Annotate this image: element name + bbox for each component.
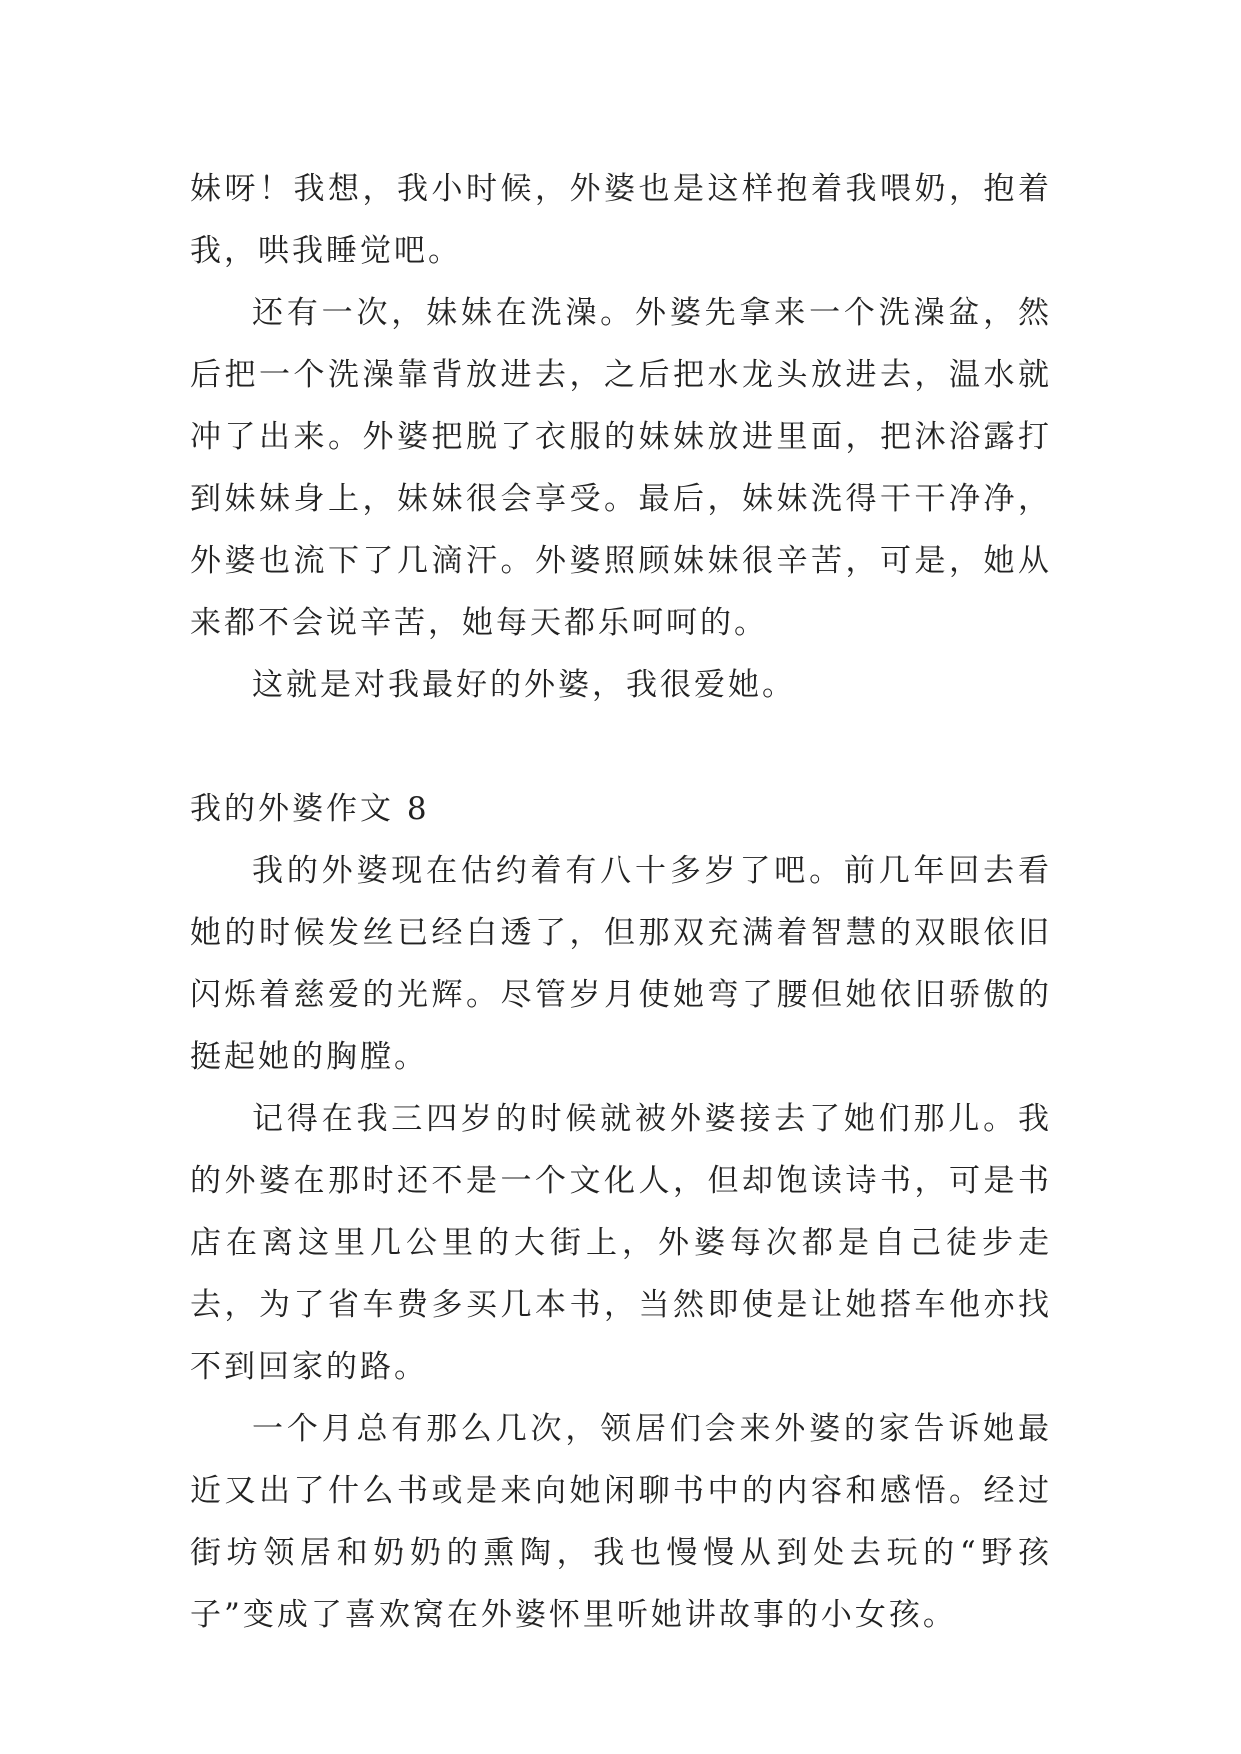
paragraph: 还有一次，妹妹在洗澡。外婆先拿来一个洗澡盆，然后把一个洗澡靠背放进去，之后把水龙头放进去，温水就冲了出来。外婆把脱了衣服的妹妹放进里面，把沐浴露打到妹妹身上，妹妹很会享受。最后，妹妹洗得干干净净，外婆也流下了几滴汗。外婆照顾妹妹很辛苦，可是，她从来都不会说辛苦，她每天都乐呵呵的。	[190, 295, 1052, 641]
essay-heading: 我的外婆作文 8	[190, 791, 430, 827]
paragraph: 妹呀！我想，我小时候，外婆也是这样抱着我喂奶，抱着我，哄我睡觉吧。	[190, 171, 1052, 269]
paragraph: 我的外婆现在估约着有八十多岁了吧。前几年回去看她的时候发丝已经白透了，但那双充满着智慧的双眼依旧闪烁着慈爱的光辉。尽管岁月使她弯了腰但她依旧骄傲的挺起她的胸膛。	[190, 853, 1052, 1075]
paragraph: 一个月总有那么几次，领居们会来外婆的家告诉她最近又出了什么书或是来向她闲聊书中的内容和感悟。经过街坊领居和奶奶的熏陶，我也慢慢从到处去玩的“野孩子”变成了喜欢窝在外婆怀里听她讲故事的小女孩。	[190, 1411, 1052, 1633]
essay-body	[190, 158, 1052, 1646]
paragraph: 这就是对我最好的外婆，我很爱她。	[252, 667, 796, 703]
paragraph: 记得在我三四岁的时候就被外婆接去了她们那儿。我的外婆在那时还不是一个文化人，但却饱读诗书，可是书店在离这里几公里的大街上，外婆每次都是自己徒步走去，为了省车费多买几本书，当然即使是让她搭车他亦找不到回家的路。	[190, 1101, 1052, 1385]
